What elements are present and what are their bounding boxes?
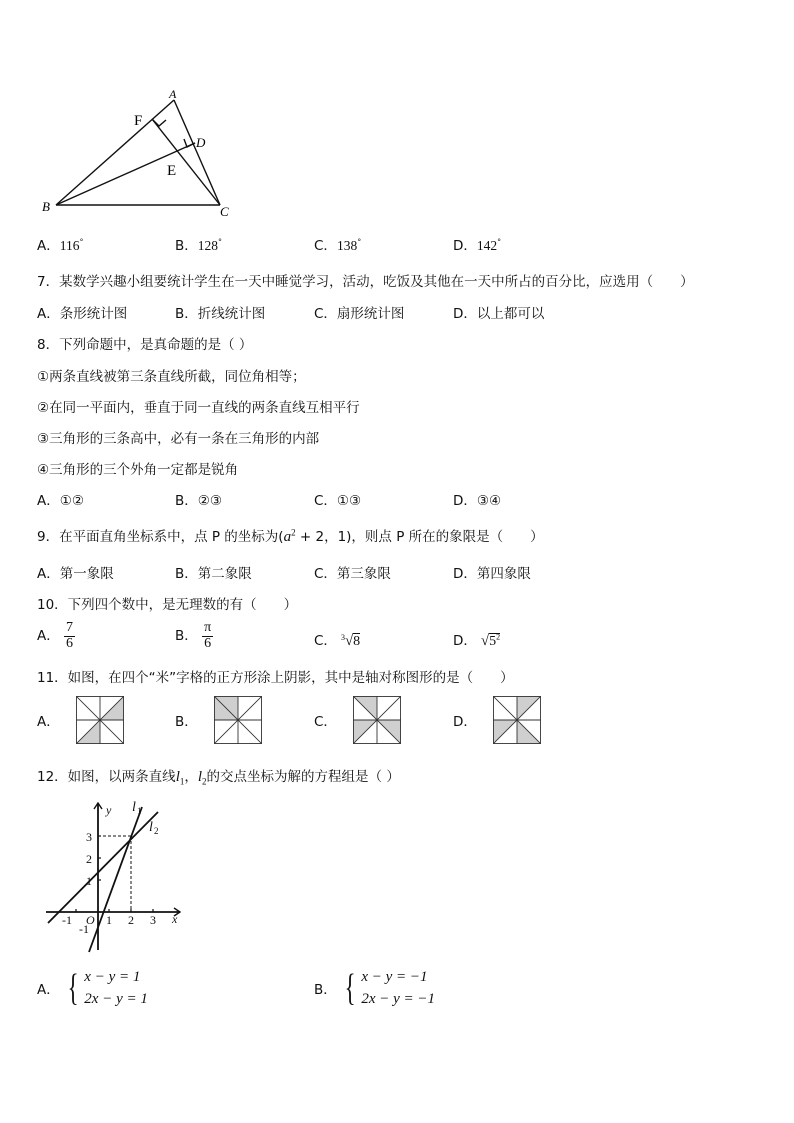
- q6-option-b[interactable]: [175, 234, 222, 254]
- q9-option-b[interactable]: B．第二象限: [175, 566, 252, 582]
- option-letter: D．: [453, 633, 477, 649]
- q12-option-b[interactable]: [314, 966, 435, 1010]
- q8-option-d[interactable]: D．③④: [453, 493, 502, 509]
- axis-label-y: y: [106, 803, 112, 817]
- option-value: 116: [59, 238, 80, 253]
- q8-option-c[interactable]: C．①③: [314, 493, 362, 509]
- x-tick-label: -1: [62, 913, 72, 927]
- option-letter: C．: [314, 238, 337, 254]
- q12-stem: [37, 765, 400, 787]
- label-A: A: [169, 87, 177, 101]
- q11-option-b[interactable]: [175, 696, 262, 744]
- mi-grid-square-d: [493, 696, 541, 744]
- x-tick-label: 1: [106, 913, 112, 927]
- label-E: E: [167, 163, 177, 179]
- label-B: B: [42, 199, 50, 214]
- y-tick-label: 1: [86, 874, 92, 888]
- y-tick-label: -1: [79, 922, 89, 936]
- radical-sign: √: [344, 633, 354, 649]
- root-index: 3: [340, 632, 345, 642]
- equation: 2x − y = 1: [84, 991, 148, 1007]
- fraction: [64, 621, 75, 651]
- q11-option-c[interactable]: [314, 696, 401, 744]
- option-letter: B．: [175, 628, 198, 645]
- line-l1-subscript: 1: [179, 776, 185, 787]
- exponent: 2: [496, 632, 501, 642]
- triangle-figure: [30, 85, 250, 225]
- q6-option-c[interactable]: [314, 234, 361, 254]
- equation-system: [341, 966, 435, 1010]
- mi-grid-square-c: [353, 696, 401, 744]
- q8-stem: 8．下列命题中，是真命题的是（ ）: [37, 337, 253, 353]
- q8-option-b[interactable]: B．②③: [175, 493, 222, 509]
- label-D: D: [196, 135, 206, 150]
- numerator: π: [204, 620, 212, 635]
- left-brace: {: [67, 967, 79, 1009]
- radicand-expr: [489, 633, 500, 649]
- denominator: 6: [204, 635, 212, 651]
- q9-option-c[interactable]: C．第三象限: [314, 566, 391, 582]
- q10-option-c[interactable]: [314, 629, 360, 650]
- q6-option-d[interactable]: [453, 234, 501, 254]
- left-brace: {: [344, 967, 356, 1009]
- line-l2-subscript: 2: [202, 776, 207, 787]
- q7-option-c[interactable]: C．扇形统计图: [314, 306, 405, 322]
- q8-statement-2: ②在同一平面内，垂直于同一直线的两条直线互相平行: [37, 400, 360, 416]
- degree-sign: °: [218, 237, 223, 247]
- math-exponent: 2: [291, 527, 296, 538]
- radicand: 5: [489, 634, 497, 649]
- mi-grid-square-a: [76, 696, 124, 744]
- q9-option-d[interactable]: D．第四象限: [453, 566, 531, 582]
- q8-option-a[interactable]: A．①②: [37, 493, 84, 509]
- q12-stem-text: 12．如图，以两条直线: [37, 769, 176, 785]
- q6-option-a[interactable]: [37, 234, 84, 254]
- q10-stem: 10．下列四个数中，是无理数的有（ ）: [37, 597, 298, 613]
- line-label-l2: l: [149, 820, 153, 835]
- q9-stem-text: 9．在平面直角坐标系中，点 P 的坐标为(: [37, 529, 284, 545]
- option-letter: C．: [314, 633, 337, 649]
- q7-option-a[interactable]: A．条形统计图: [37, 306, 128, 322]
- equation-list: [84, 966, 148, 1010]
- q10-option-b[interactable]: [175, 621, 213, 651]
- line-label-l2-sub: 2: [154, 826, 159, 836]
- option-value: 128: [197, 238, 219, 253]
- denominator: 6: [66, 635, 74, 651]
- y-tick-label: 3: [86, 830, 92, 844]
- q8-statement-1: ①两条直线被第三条直线所截，同位角相等；: [37, 369, 306, 385]
- q7-option-d[interactable]: D．以上都可以: [453, 306, 545, 322]
- numerator: 7: [66, 620, 74, 635]
- line-label-l1: l: [132, 800, 136, 815]
- option-letter: A．: [37, 628, 60, 645]
- q11-stem: 11．如图，在四个“米”字格的正方形涂上阴影，其中是轴对称图形的是（ ）: [37, 670, 514, 686]
- equation: x − y = 1: [84, 969, 141, 985]
- degree-sign: °: [79, 237, 84, 247]
- option-value: 142: [476, 238, 498, 253]
- option-value: 138: [336, 238, 358, 253]
- option-letter: D．: [453, 238, 477, 254]
- origin-label: O: [86, 913, 95, 927]
- x-tick-label: 3: [150, 913, 156, 927]
- label-C: C: [220, 204, 229, 219]
- option-letter: C．: [314, 714, 337, 730]
- option-letter: A．: [37, 982, 60, 998]
- q8-statement-3: ③三角形的三条高中，必有一条在三角形的内部: [37, 431, 320, 447]
- line-label-l1-sub: 1: [137, 806, 142, 816]
- math-variable: a: [283, 529, 292, 545]
- x-tick-label: 2: [128, 913, 134, 927]
- q7-stem: 7．某数学兴趣小组要统计学生在一天中睡觉学习，活动，吃饭及其他在一天中所占的百分比，应选用（ ）: [37, 274, 694, 290]
- equation-system: [64, 966, 148, 1010]
- q11-option-d[interactable]: [453, 696, 541, 744]
- line-l2-name: l: [197, 769, 203, 785]
- q10-option-a[interactable]: [37, 621, 75, 651]
- q12-stem-text: 的交点坐标为解的方程组是（ ）: [206, 769, 400, 785]
- option-letter: A．: [37, 714, 60, 730]
- equation-list: [361, 966, 435, 1010]
- q9-stem-text: + 2，1)，则点 P 所在的象限是（ ）: [295, 529, 544, 545]
- q8-statement-4: ④三角形的三个外角一定都是锐角: [37, 462, 239, 478]
- q10-option-d[interactable]: [453, 629, 500, 650]
- radicand: 8: [353, 634, 361, 649]
- option-letter: D．: [453, 714, 477, 730]
- coordinate-graph: [40, 795, 190, 955]
- degree-sign: °: [497, 237, 502, 247]
- axis-label-x: x: [172, 912, 178, 926]
- q9-option-a[interactable]: A．第一象限: [37, 566, 114, 582]
- q7-option-b[interactable]: B．折线统计图: [175, 306, 266, 322]
- fraction: [202, 621, 213, 651]
- option-letter: B．: [314, 982, 337, 998]
- equation: x − y = −1: [361, 969, 428, 985]
- degree-sign: °: [357, 237, 362, 247]
- radical-sign: √: [480, 633, 490, 649]
- separator: ，: [184, 769, 198, 785]
- option-letter: B．: [175, 238, 198, 254]
- mi-grid-square-b: [214, 696, 262, 744]
- equation: 2x − y = −1: [361, 991, 435, 1007]
- q9-stem: [37, 525, 544, 546]
- y-tick-label: 2: [86, 852, 92, 866]
- label-F: F: [134, 113, 143, 129]
- line-l1-name: l: [175, 769, 180, 785]
- option-letter: B．: [175, 714, 198, 730]
- option-letter: A．: [37, 238, 60, 254]
- q11-option-a[interactable]: [37, 696, 124, 744]
- q12-option-a[interactable]: [37, 966, 148, 1010]
